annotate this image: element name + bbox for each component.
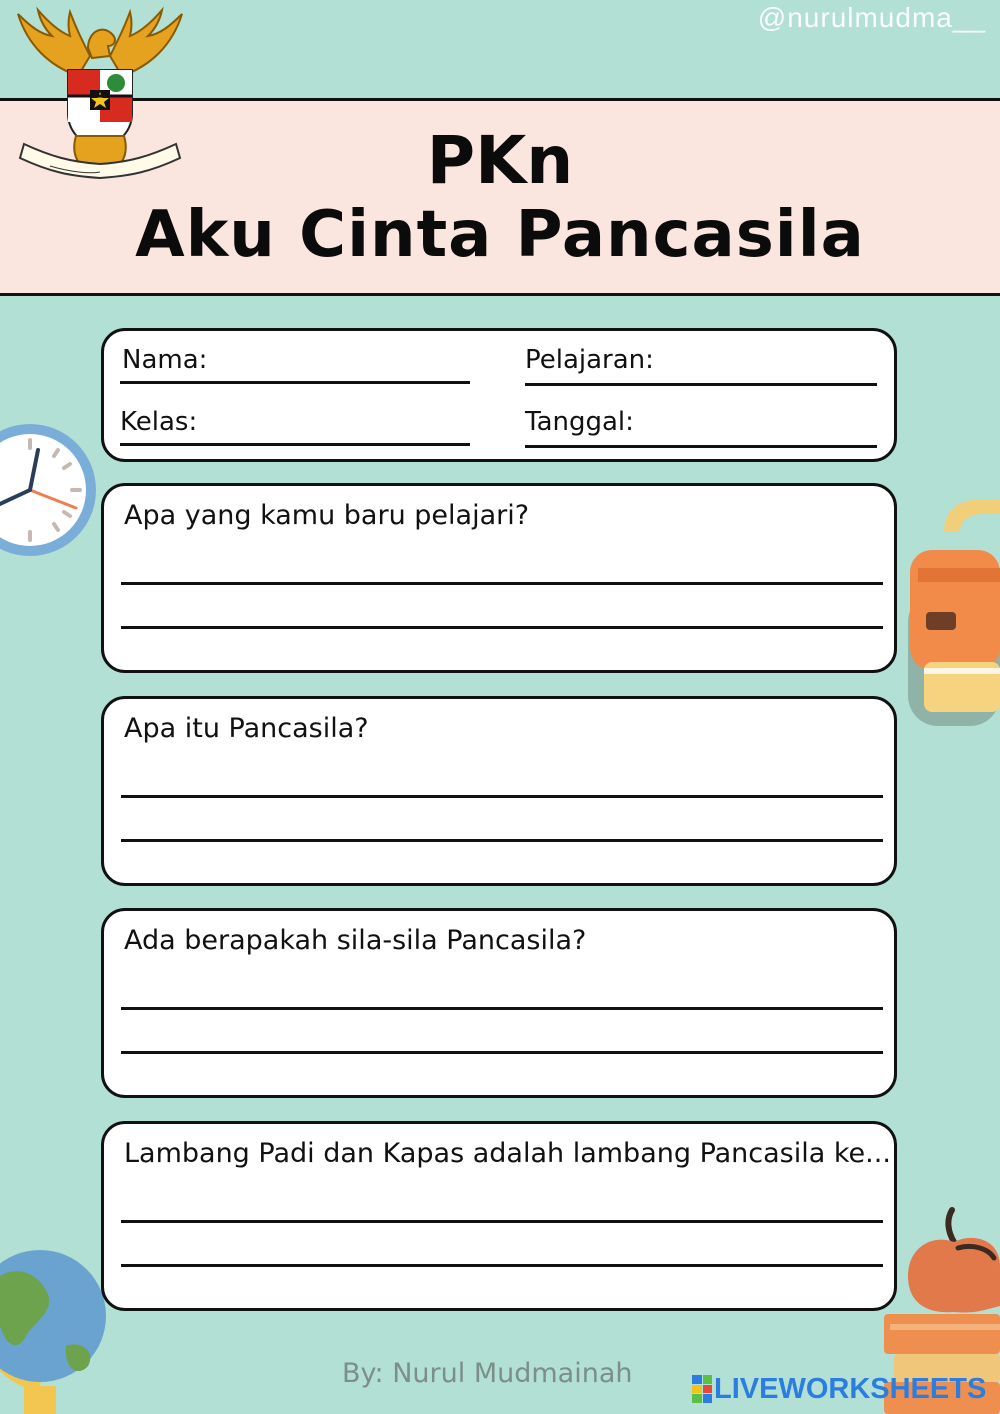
answer-line-1[interactable]: [121, 1007, 883, 1010]
answer-line-1[interactable]: [121, 582, 883, 585]
answer-line-1[interactable]: [121, 795, 883, 798]
question-text: Apa yang kamu baru pelajari?: [124, 500, 530, 531]
clock-icon: [0, 420, 100, 560]
question-card-1: [101, 483, 897, 673]
subject-field[interactable]: [525, 383, 877, 386]
backpack-icon: [900, 492, 1000, 732]
class-label: Kelas:: [120, 407, 198, 437]
question-card-3: [101, 908, 897, 1098]
answer-line-2[interactable]: [121, 839, 883, 842]
watermark-handle: @nurulmudma__: [757, 2, 986, 33]
page-title-subject: PKn: [426, 122, 574, 199]
answer-line-1[interactable]: [121, 1220, 883, 1223]
answer-line-2[interactable]: [121, 1264, 883, 1267]
date-label: Tanggal:: [525, 407, 634, 437]
garuda-emblem-icon: [10, 6, 190, 194]
liveworksheets-label: LIVEWORKSHEETS: [714, 1372, 987, 1405]
liveworksheets-brand[interactable]: [692, 1372, 986, 1406]
answer-line-2[interactable]: [121, 626, 883, 629]
student-info-card: [101, 328, 897, 462]
date-field[interactable]: [525, 445, 877, 448]
question-card-2: [101, 696, 897, 886]
answer-line-2[interactable]: [121, 1051, 883, 1054]
liveworksheets-logo-icon: [692, 1375, 712, 1403]
question-text: Apa itu Pancasila?: [124, 713, 369, 744]
question-text: Ada berapakah sila-sila Pancasila?: [124, 925, 587, 956]
page-title: Aku Cinta Pancasila: [135, 198, 865, 272]
question-card-4: [101, 1121, 897, 1311]
name-label: Nama:: [122, 345, 208, 375]
name-field[interactable]: [120, 381, 470, 384]
question-text: Lambang Padi dan Kapas adalah lambang Pancasila ke...: [124, 1138, 891, 1169]
globe-icon: [0, 1236, 110, 1414]
class-field[interactable]: [120, 443, 470, 446]
subject-label: Pelajaran:: [525, 345, 654, 375]
author-credit: By: Nurul Mudmainah: [342, 1358, 633, 1389]
